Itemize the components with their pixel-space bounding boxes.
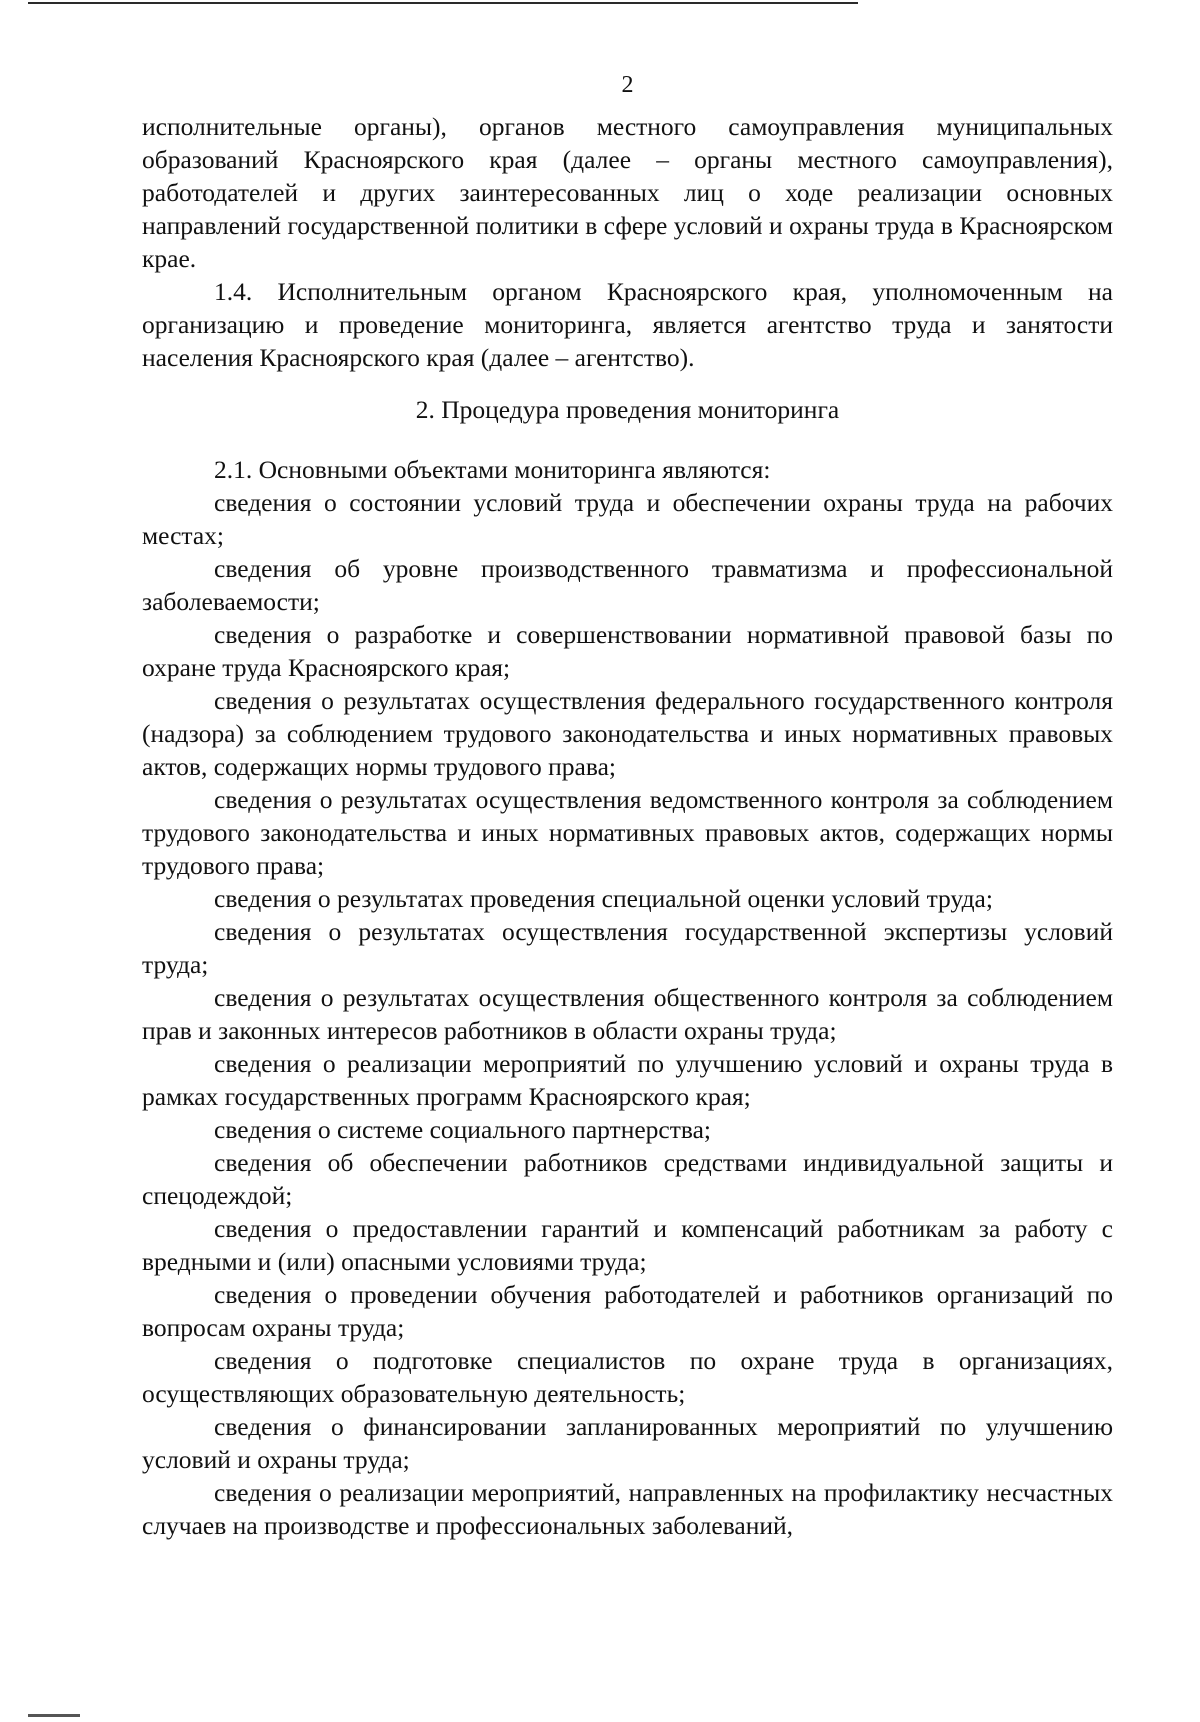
list-item: сведения о состоянии условий труда и обеспечении охраны труда на рабочих местах; <box>142 488 1113 550</box>
list-item: сведения о результатах осуществления ведомственного контроля за соблюдением трудового законодательства и иных нормативных правовых актов, содержащих нормы трудового права; <box>142 785 1113 880</box>
list-item: сведения о подготовке специалистов по охране труда в организациях, осуществляющих образовательную деятельность; <box>142 1346 1113 1408</box>
list-item: сведения о финансировании запланированных мероприятий по улучшению условий и охраны труда; <box>142 1412 1113 1474</box>
section-heading: 2. Процедура проведения мониторинга <box>415 395 840 424</box>
list-item: сведения о результатах осуществления федерального государственного контроля (надзора) за соблюдением трудового законодательства и иных нормативных правовых актов, содержащих нормы трудового права; <box>142 686 1113 781</box>
list-item: сведения о реализации мероприятий по улучшению условий и охраны труда в рамках государственных программ Красноярского края; <box>142 1049 1113 1111</box>
scan-edge-line <box>28 2 858 4</box>
page-number: 2 <box>621 72 634 98</box>
list-item: сведения о реализации мероприятий, направленных на профилактику несчастных случаев на производстве и профессиональных заболеваний, <box>142 1478 1113 1540</box>
list-item: сведения о предоставлении гарантий и компенсаций работникам за работу с вредными и (или) опасными условиями труда; <box>142 1214 1113 1276</box>
list-item: сведения о системе социального партнерства; <box>214 1115 711 1144</box>
list-item: сведения об уровне производственного травматизма и профессиональной заболеваемости; <box>142 554 1113 616</box>
list-item: сведения об обеспечении работников средствами индивидуальной защиты и спецодеждой; <box>142 1148 1113 1210</box>
list-item: сведения о результатах осуществления государственной экспертизы условий труда; <box>142 917 1113 979</box>
list-item: сведения о разработке и совершенствовании нормативной правовой базы по охране труда Красноярского края; <box>142 620 1113 682</box>
list-item: сведения о результатах осуществления общественного контроля за соблюдением прав и законных интересов работников в области охраны труда; <box>142 983 1113 1045</box>
intro-block <box>142 110 1113 374</box>
paragraph-2-1: 2.1. Основными объектами мониторинга являются: <box>214 455 771 484</box>
paragraph-continuation: исполнительные органы), органов местного самоуправления муниципальных образований Красноярского края (далее – органы местного самоуправления), работодателей и других заинтересованных лиц о ходе реализации основных направлений государственной политики в сфере условий и охраны труда в Красноярском крае. <box>142 112 1113 273</box>
paragraph-1-4: 1.4. Исполнительным органом Красноярского края, уполномоченным на организацию и проведение мониторинга, является агентство труда и занятости населения Красноярского края (далее – агентство). <box>142 277 1113 372</box>
scan-edge-mark <box>28 1714 80 1717</box>
document-page <box>142 60 1113 1542</box>
monitoring-objects-list <box>142 453 1113 1542</box>
list-item: сведения о результатах проведения специальной оценки условий труда; <box>214 884 993 913</box>
list-item: сведения о проведении обучения работодателей и работников организаций по вопросам охраны труда; <box>142 1280 1113 1342</box>
